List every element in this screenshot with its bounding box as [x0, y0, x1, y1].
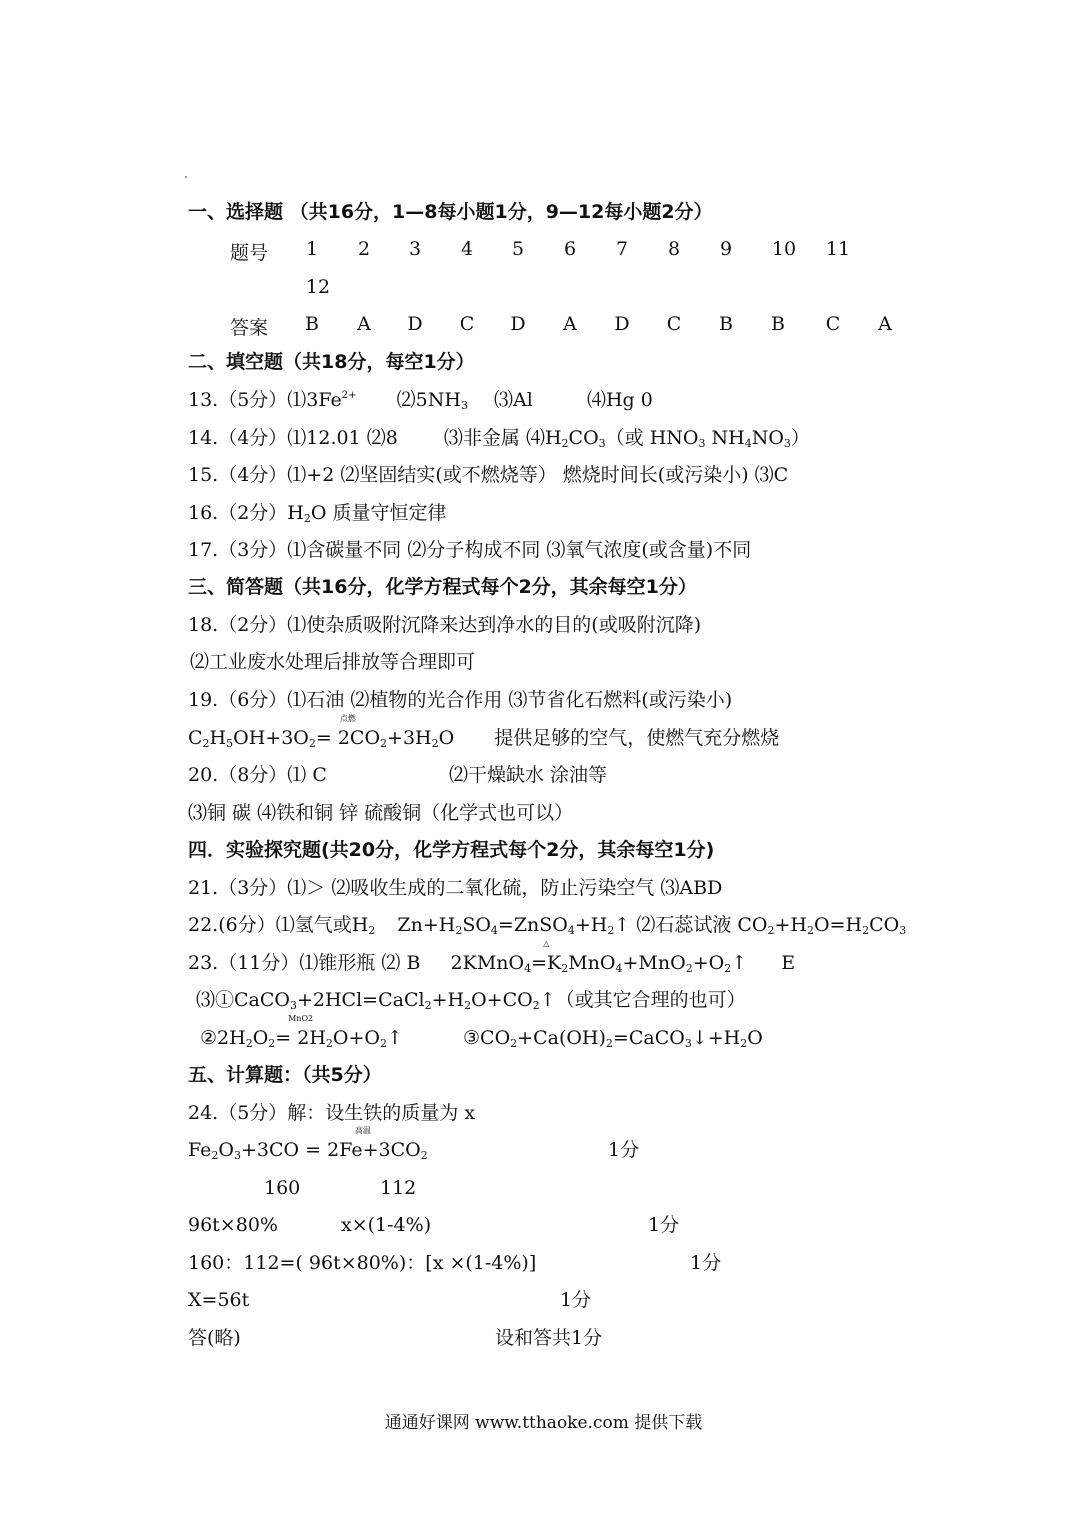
answer-line-20a: 20.（8分）⑴ C ⑵干燥缺水 涂油等 — [188, 764, 608, 786]
calc-line-1: 24.（5分）解：设生铁的质量为 x — [188, 1102, 476, 1124]
answer-line-23b: $⑶①CaCO_3+2HCl=CaCl_2+H_2O+CO_2↑$（或其它合理的也可） — [196, 989, 746, 1012]
answer-line-19a: 19.（6分）⑴石油 ⑵植物的光合作用 ⑶节省化石燃料(或污染小) — [188, 689, 733, 711]
answer-line-23a: 23.（11分）⑴锥形瓶 ⑵ B 2KMnO$_4$ △ $=K_2MnO_4+MnO_2+O_2↑$ E — [188, 939, 796, 975]
answer-cell: D — [510, 313, 526, 335]
score: 1分 — [690, 1252, 722, 1274]
section-3-heading: 三、简答题（共16分，化学方程式每个2分，其余每空1分） — [188, 576, 697, 598]
answer-line-18a: 18.（2分）⑴使杂质吸附沉降来达到净水的目的(或吸附沉降) — [188, 614, 702, 636]
answer-cell: B — [771, 313, 785, 335]
score: 1分 — [560, 1289, 592, 1311]
answer-line-19b: $C_2H_5OH+3O_2$ 点燃 = $2CO_2+3H_2O$ 提供足够的空气，使燃气充分燃烧 — [188, 714, 780, 750]
section-4-heading: 四．实验探究题(共20分，化学方程式每个2分，其余每空1分) — [188, 839, 715, 861]
question-number: 2 — [357, 238, 371, 260]
question-number: 7 — [615, 238, 629, 260]
answer-cell: C — [825, 313, 841, 335]
answer-line-20b: ⑶铜 碳 ⑷铁和铜 锌 硫酸铜（化学式也可以） — [188, 802, 574, 824]
answer-line-18b: ⑵工业废水处理后排放等合理即可 — [190, 651, 476, 673]
question-number: 6 — [563, 238, 577, 260]
answer-line-16: 16.（2分）$H_2O$ 质量守恒定律 — [188, 502, 447, 525]
answer-cell: B — [305, 313, 319, 335]
reaction-condition-ignite: 点燃 = 2CO — [315, 714, 381, 749]
question-number: 9 — [719, 238, 733, 260]
question-number: 11 — [825, 238, 851, 260]
question-number: 8 — [667, 238, 681, 260]
stray-dot — [185, 176, 187, 178]
section-5-heading: 五、计算题：（共5分） — [188, 1064, 382, 1086]
calc-line-3: 160 112 — [264, 1177, 417, 1199]
score: 1分 — [648, 1214, 680, 1236]
answer-cell: D — [407, 313, 423, 335]
answer-table-header-row — [230, 238, 930, 264]
answer-cell: C — [459, 313, 475, 335]
answer-line-17: 17.（3分）⑴含碳量不同 ⑵分子构成不同 ⑶氧气浓度(或含量)不同 — [188, 539, 752, 561]
score: 1分 — [608, 1139, 640, 1161]
answer-line-23c: $②2H_2O_2$ MnO2 = $2H_2O+O_2↑$ $③CO_2+Ca(OH)_2=CaCO_3↓+H_2O$ — [200, 1014, 763, 1050]
answer-line-21: 21.（3分）⑴＞ ⑵吸收生成的二氧化硫，防止污染空气 ⑶ABD — [188, 877, 723, 899]
answer-line-14: 14.（4分）⑴12.01 ⑵8 ⑶非金属 $⑷H_2CO_3$（或 $HNO_3$ $NH_4NO_3$） — [188, 427, 810, 450]
footer-credit: 通通好课网 www.tthaoke.com 提供下载 — [384, 1413, 703, 1433]
answer-cell: A — [563, 313, 577, 335]
answer-table-wrap-row — [292, 276, 352, 302]
answer-line-15: 15.（4分）⑴+2 ⑵坚固结实(或不燃烧等） 燃烧时间长(或污染小) ⑶C — [188, 464, 789, 486]
calc-line-7: 答(略) 设和答共1分 — [188, 1327, 603, 1349]
calc-line-2: $Fe_2O_3+3CO$ 高温 = $2Fe+3CO_2$ 1分 — [188, 1126, 640, 1162]
answer-label: 答案 — [230, 317, 269, 339]
answer-line-22: 22.(6分）⑴氢气或$H_2$ $Zn+H_2SO_4=ZnSO_4+H_2↑$ ⑵石蕊试液 $CO_2+H_2O=H_2CO_3$ — [188, 914, 907, 937]
reaction-condition-heat: △ =K — [531, 939, 562, 974]
question-number: 10 — [771, 238, 797, 260]
question-number: 3 — [408, 238, 422, 260]
calc-line-4: 96t×80% x×(1-4%) 1分 — [188, 1214, 680, 1236]
calc-line-5: 160：112=( 96t×80%)：[x ×(1-4%)] 1分 — [188, 1252, 722, 1274]
header-label: 题号 — [230, 242, 269, 264]
answer-cell: C — [666, 313, 682, 335]
question-number: 4 — [460, 238, 474, 260]
question-number: 5 — [511, 238, 525, 260]
section-2-heading: 二、填空题（共18分，每空1分） — [188, 351, 475, 373]
answer-table-answer-row — [230, 313, 930, 339]
question-number: 12 — [305, 276, 331, 298]
reaction-condition-high-temp: 高温 = 2Fe+3CO — [305, 1126, 421, 1161]
calc-line-6: X=56t 1分 — [188, 1289, 592, 1311]
answer-cell: A — [357, 313, 371, 335]
question-number: 1 — [305, 238, 319, 260]
answer-cell: D — [614, 313, 630, 335]
answer-line-13: 13.（5分）$⑴3Fe^{2+}$ $⑵5NH_3$ ⑶Al ⑷Hg 0 — [188, 389, 653, 412]
answer-cell: A — [878, 313, 892, 335]
section-1-heading: 一、选择题 （共16分，1—8每小题1分，9—12每小题2分） — [188, 201, 713, 223]
answer-cell: B — [719, 313, 733, 335]
reaction-condition-catalyst: MnO2 = 2H — [275, 1014, 326, 1049]
